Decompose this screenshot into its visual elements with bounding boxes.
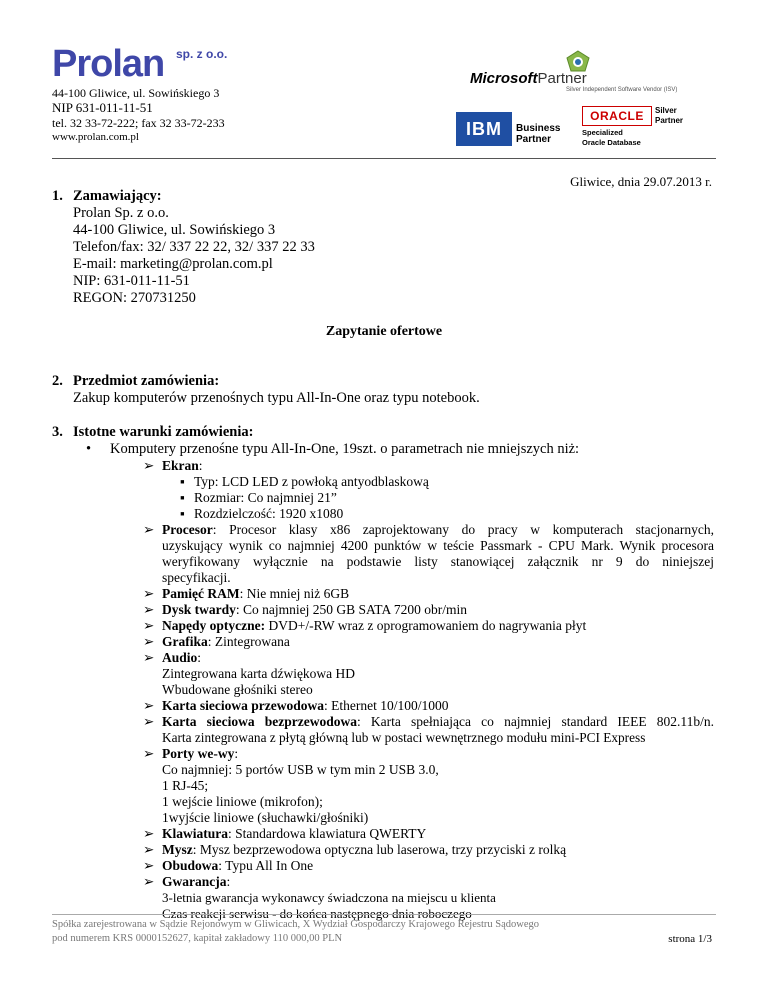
oracle-specialization-label [582, 128, 641, 148]
document-title: Zapytanie ofertowe [325, 324, 443, 339]
spec-dysk [162, 602, 467, 618]
gwarancja-line1: 3-letnia gwarancja wykonawcy świadczona na miejscu u klienta [162, 890, 496, 905]
spec-ekran: Ekran: [162, 458, 203, 473]
ekran-size: Rozmiar: Co najmniej 21” [194, 490, 337, 505]
spec-dysk-label: Dysk twardy [162, 602, 236, 617]
ekran-resolution: Rozdzielczość: 1920 x1080 [194, 506, 344, 521]
buyer-regon: REGON: 270731250 [73, 290, 196, 306]
procesor-line2: uzyskujący wynik co najmniej 4200 punktów w teście Passmark - CPU Mark. Wynik procesora [162, 538, 714, 553]
section2-title: Przedmiot zamówienia: [73, 373, 220, 389]
section3-title: Istotne warunki zamówienia: [73, 424, 254, 440]
porty-line2: 1 RJ-45; [162, 778, 209, 793]
spec-ram-value: : Nie mniej niż 6GB [239, 586, 350, 601]
section1-title: Zamawiający: [73, 188, 162, 204]
ibm-business-partner-label [516, 123, 560, 145]
spec-ram [162, 586, 349, 602]
spec-procesor [162, 522, 714, 538]
company-nip: NIP 631-011-11-51 [52, 100, 153, 115]
spec-obudowa-label: Obudowa [162, 858, 219, 873]
spec-grafika-value: : Zintegrowana [207, 634, 290, 649]
ibm-label-line2: Partner [516, 134, 552, 145]
wifi-line2: Karta zintegrowana z płytą główną lub w postaci wewnętrznego modułu mini-PCI Express [162, 730, 646, 745]
spec-gwarancja [162, 874, 230, 890]
buyer-address: 44-100 Gliwice, ul. Sowińskiego 3 [73, 222, 276, 238]
arrow-bullet-icon: ➢ [143, 586, 155, 601]
footer-krs: pod numerem KRS 0000152627, kapitał zakładowy 110 000,00 PLN [52, 933, 343, 944]
company-logo: Prolan [52, 43, 165, 85]
spec-klawiatura-label: Klawiatura [162, 826, 228, 841]
porty-line3: 1 wejście liniowe (mikrofon); [162, 794, 323, 809]
spec-porty-label: Porty we-wy [162, 746, 235, 761]
spec-obudowa-value: : Typu All In One [218, 858, 314, 873]
company-logo-suffix: sp. z o.o. [176, 47, 228, 61]
spec-gwarancja-colon: : [226, 874, 231, 889]
spec-klawiatura [162, 826, 426, 842]
buyer-phone: Telefon/fax: 32/ 337 22 22, 32/ 337 22 33 [73, 239, 315, 255]
microsoft-partner-word: Partner [537, 70, 587, 87]
arrow-bullet-icon: ➢ [143, 858, 155, 873]
spec-porty [162, 746, 238, 762]
spec-naped-label: Napędy optyczne: [162, 618, 266, 633]
oracle-spec-line2: Oracle Database [582, 138, 641, 147]
spec-klawiatura-value: : Standardowa klawiatura QWERTY [228, 826, 427, 841]
product-intro: Komputery przenośne typu All-In-One, 19szt. o parametrach nie mniejszych niż: [110, 441, 580, 457]
disc-bullet-icon: • [86, 441, 92, 457]
audio-line2: Wbudowane głośniki stereo [162, 682, 313, 697]
oracle-level-line1: Silver [655, 106, 677, 115]
company-phone: tel. 32 33-72-222; fax 32 33-72-233 [52, 116, 225, 130]
spec-procesor-label: Procesor [162, 522, 213, 537]
company-address: 44-100 Gliwice, ul. Sowińskiego 3 [52, 86, 220, 100]
porty-line4: 1wyjście liniowe (słuchawki/głośniki) [162, 810, 369, 825]
spec-lan-value: : Ethernet 10/100/1000 [323, 698, 449, 713]
spec-lan [162, 698, 448, 714]
section2-number: 2. [52, 373, 63, 389]
arrow-bullet-icon: ➢ [143, 650, 155, 665]
page-number: strona 1/3 [668, 933, 712, 945]
square-bullet-icon: ▪ [180, 506, 185, 521]
company-website: www.prolan.com.pl [52, 131, 139, 143]
arrow-bullet-icon: ➢ [143, 746, 155, 761]
arrow-bullet-icon: ➢ [143, 842, 155, 857]
procesor-line1: : Procesor klasy x86 zaprojektowany do pracy w komputerach stacjonarnych, [212, 522, 714, 537]
spec-gwarancja-label: Gwarancja [162, 874, 227, 889]
square-bullet-icon: ▪ [180, 490, 185, 505]
arrow-bullet-icon: ➢ [143, 522, 155, 537]
order-subject: Zakup komputerów przenośnych typu All-In-One oraz typu notebook. [73, 390, 480, 406]
spec-mysz [162, 842, 566, 858]
section1-number: 1. [52, 188, 63, 204]
footer-divider [52, 914, 716, 915]
microsoft-partner-logo [470, 70, 587, 87]
arrow-bullet-icon: ➢ [143, 874, 155, 889]
spec-audio-label: Audio [162, 650, 198, 665]
buyer-email: E-mail: marketing@prolan.com.pl [73, 256, 273, 272]
spec-lan-label: Karta sieciowa przewodowa [162, 698, 324, 713]
spec-naped-value: DVD+/-RW wraz z oprogramowaniem do nagrywania płyt [265, 618, 587, 633]
spec-wifi-value: : Karta spełniająca co najmniej standard IEEE 802.11b/n. [357, 714, 714, 729]
microsoft-partner-subtitle: Silver Independent Software Vendor (ISV) [566, 87, 678, 93]
gwarancja-line2: Czas reakcji serwisu - do końca następnego dnia roboczego [162, 906, 472, 921]
arrow-bullet-icon: ➢ [143, 458, 155, 473]
section3-number: 3. [52, 424, 63, 440]
arrow-bullet-icon: ➢ [143, 634, 155, 649]
square-bullet-icon: ▪ [180, 474, 185, 489]
footer-registration: Spółka zarejestrowana w Sądzie Rejonowym w Gliwicach, X Wydział Gospodarczy Krajowego Rejestru Sądowego [52, 919, 539, 930]
arrow-bullet-icon: ➢ [143, 714, 155, 729]
buyer-nip: NIP: 631-011-11-51 [73, 273, 190, 289]
ibm-label-line1: Business [516, 123, 561, 134]
oracle-spec-line1: Specialized [582, 128, 623, 137]
spec-obudowa [162, 858, 313, 874]
arrow-bullet-icon: ➢ [143, 826, 155, 841]
porty-line1: Co najmniej: 5 portów USB w tym min 2 USB 3.0, [162, 762, 439, 777]
spec-ram-label: Pamięć RAM [162, 586, 240, 601]
spec-grafika [162, 634, 290, 650]
spec-dysk-value: : Co najmniej 250 GB SATA 7200 obr/min [235, 602, 467, 617]
oracle-logo: ORACLE [582, 106, 652, 126]
microsoft-wordmark: Microsoft [470, 70, 538, 87]
spec-mysz-label: Mysz [162, 842, 193, 857]
spec-wifi [162, 714, 714, 730]
arrow-bullet-icon: ➢ [143, 618, 155, 633]
document-date: Gliwice, dnia 29.07.2013 r. [570, 174, 712, 189]
spec-porty-colon: : [234, 746, 239, 761]
procesor-line4: specyfikacji. [162, 570, 231, 585]
buyer-name: Prolan Sp. z o.o. [73, 205, 169, 221]
oracle-level-line2: Partner [655, 116, 684, 125]
arrow-bullet-icon: ➢ [143, 602, 155, 617]
spec-grafika-label: Grafika [162, 634, 208, 649]
spec-ekran-label: Ekran [162, 458, 199, 473]
audio-line1: Zintegrowana karta dźwiękowa HD [162, 666, 356, 681]
header-divider [52, 158, 716, 159]
spec-mysz-value: : Mysz bezprzewodowa optyczna lub laserowa, trzy przyciski z rolką [192, 842, 567, 857]
ibm-logo: IBM [456, 112, 512, 146]
spec-audio [162, 650, 201, 666]
arrow-bullet-icon: ➢ [143, 698, 155, 713]
microsoft-partner-badge-icon [566, 50, 590, 72]
oracle-silver-partner-label [655, 106, 683, 126]
procesor-line3: weryfikowany wyłącznie na podstawie listy stanowiącej załącznik nr 9 do niniejszej [162, 554, 714, 569]
spec-naped [162, 618, 586, 634]
ekran-type: Typ: LCD LED z powłoką antyodblaskową [194, 474, 429, 489]
spec-wifi-label: Karta sieciowa bezprzewodowa [162, 714, 358, 729]
spec-audio-colon: : [197, 650, 202, 665]
